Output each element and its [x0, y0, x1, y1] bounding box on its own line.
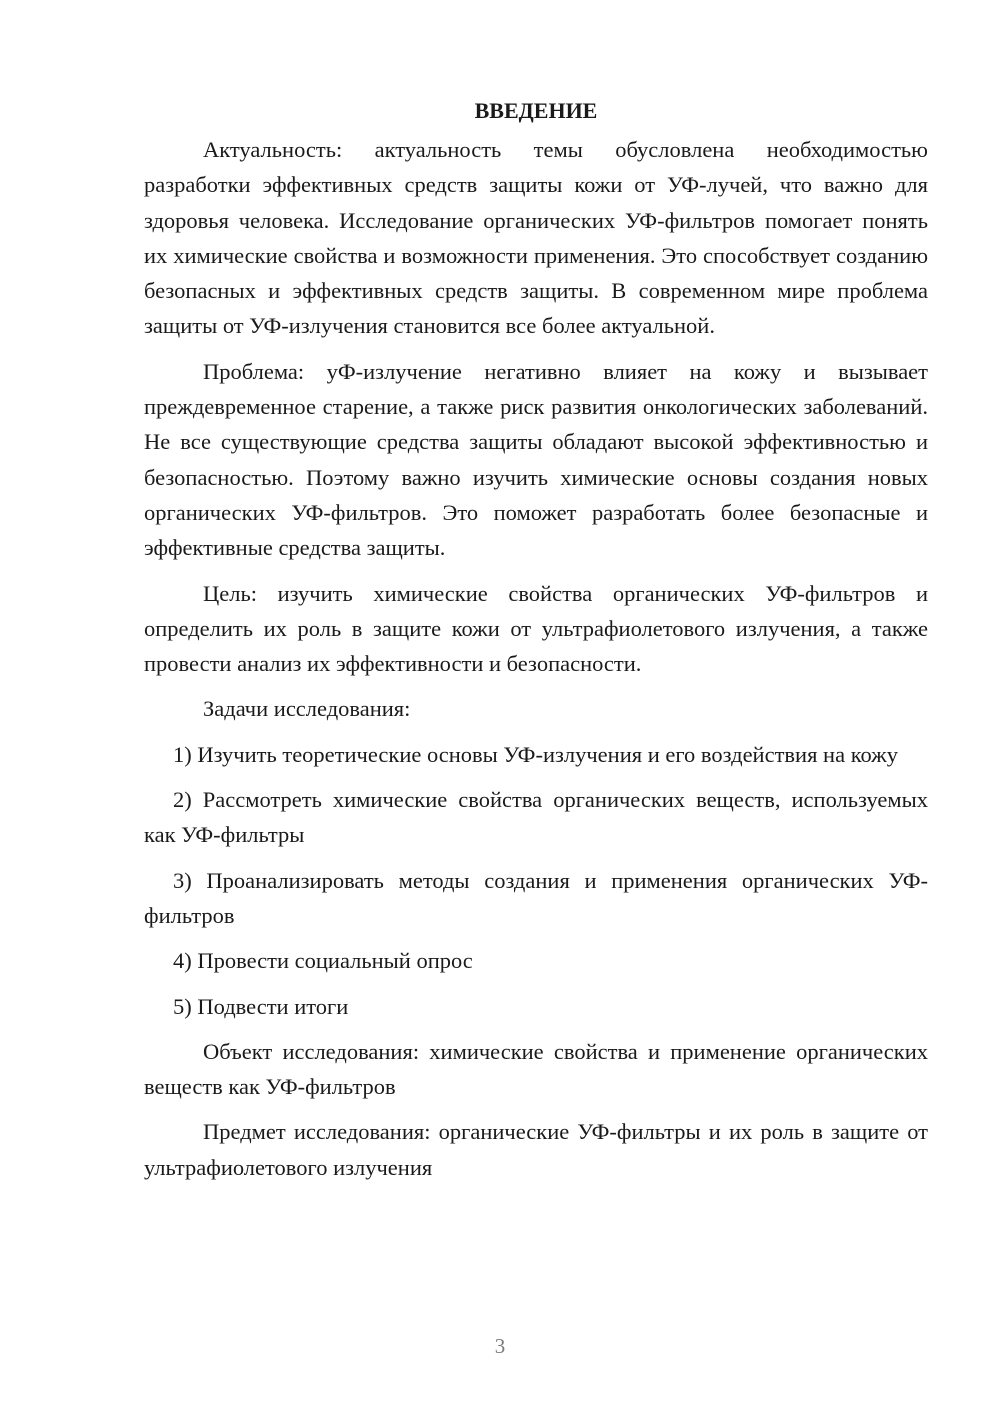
section-title: ВВЕДЕНИЕ — [474, 98, 598, 123]
page-content — [144, 92, 928, 1195]
tasks-heading: Задачи исследования: — [203, 696, 411, 722]
task-item-4: 4) Провести социальный опрос — [173, 948, 473, 974]
object-paragraph: Объект исследования: химические свойства и применение органических веществ как УФ-фильтров — [144, 1038, 928, 1100]
relevance-paragraph: Актуальность: актуальность темы обусловлена необходимостью разработки эффективных средств защиты кожи от УФ-лучей, что важно для здоровья человека. Исследование органических УФ-фильтров помогает понять их химические свойства и возможности применения. Это способствует созданию безопасных и эффективных средств защиты. В современном мире проблема защиты от УФ-излучения становится все более актуальной. — [144, 137, 928, 339]
goal-paragraph: Цель: изучить химические свойства органических УФ-фильтров и определить их роль в защите кожи от ультрафиолетового излучения, а также провести анализ их эффективности и безопасности. — [144, 580, 928, 677]
task-item-1: 1) Изучить теоретические основы УФ-излучения и его воздействия на кожу — [173, 741, 898, 767]
problem-paragraph: Проблема: уФ-излучение негативно влияет на кожу и вызывает преждевременное старение, а также риск развития онкологических заболеваний. Не все существующие средства защиты обладают высокой эффективностью и безопасностью. Поэтому важно изучить химические основы создания новых органических УФ-фильтров. Это поможет разработать более безопасные и эффективные средства защиты. — [144, 358, 928, 561]
task-item-3: 3) Проанализировать методы создания и применения органических УФ-фильтров — [144, 867, 928, 928]
task-item-5: 5) Подвести итоги — [173, 993, 349, 1019]
subject-paragraph: Предмет исследования: органические УФ-фильтры и их роль в защите от ультрафиолетового излучения — [144, 1119, 928, 1180]
page-number: 3 — [494, 1334, 506, 1358]
task-item-2: 2) Рассмотреть химические свойства органических веществ, используемых как УФ-фильтры — [144, 787, 928, 848]
